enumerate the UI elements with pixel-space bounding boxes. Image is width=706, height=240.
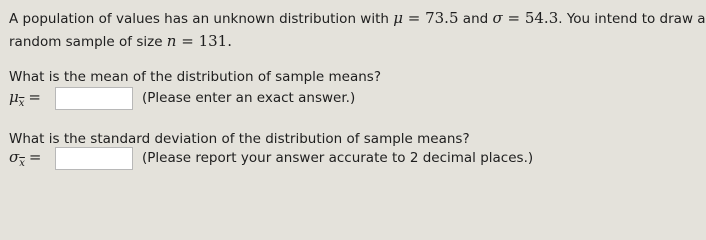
n-value: 131	[198, 32, 228, 50]
mu-label-subscript: x	[18, 97, 25, 109]
mu-value: 73.5	[425, 9, 459, 27]
mu-label-equals: =	[28, 87, 41, 106]
mu-label-symbol: μ	[9, 87, 19, 106]
question-1-answer-row	[9, 83, 355, 113]
intro-line-2	[9, 32, 232, 51]
sd-answer-input[interactable]	[55, 147, 133, 170]
sigma-label-symbol: σ	[9, 147, 20, 166]
intro-line-1	[9, 9, 706, 28]
mu-equals: =	[402, 9, 426, 27]
sigma-value: 54.3	[524, 9, 559, 27]
mean-of-sample-means-label	[9, 88, 55, 109]
sd-of-sample-means-label	[9, 148, 55, 169]
sample-size-expression	[167, 32, 232, 50]
intro-text-start: A population of values has an unknown distribution with	[9, 11, 394, 27]
n-symbol: n	[166, 32, 177, 50]
sigma-label-equals: =	[28, 147, 42, 166]
question-1-hint: (Please enter an exact answer.)	[142, 90, 356, 106]
sample-size-text: random sample of size	[9, 34, 167, 50]
question-2-hint: (Please report your answer accurate to 2 decimal places.)	[142, 150, 534, 166]
question-1-prompt: What is the mean of the distribution of sample means?	[9, 69, 381, 85]
intro-text-end: . You intend to draw a	[558, 11, 706, 27]
population-sd-expression	[492, 9, 558, 27]
question-2-prompt: What is the standard deviation of the distribution of sample means?	[9, 131, 470, 147]
sigma-symbol: σ	[492, 9, 503, 27]
question-2-answer-row	[9, 143, 533, 173]
mu-symbol: μ	[393, 9, 403, 27]
sigma-label-subscript: x	[19, 157, 25, 169]
population-mean-expression	[393, 9, 458, 27]
n-equals: =	[176, 32, 199, 50]
sigma-equals: =	[502, 9, 525, 27]
sample-size-period: .	[227, 32, 232, 50]
and-text: and	[458, 11, 493, 27]
mean-answer-input[interactable]	[55, 87, 133, 110]
